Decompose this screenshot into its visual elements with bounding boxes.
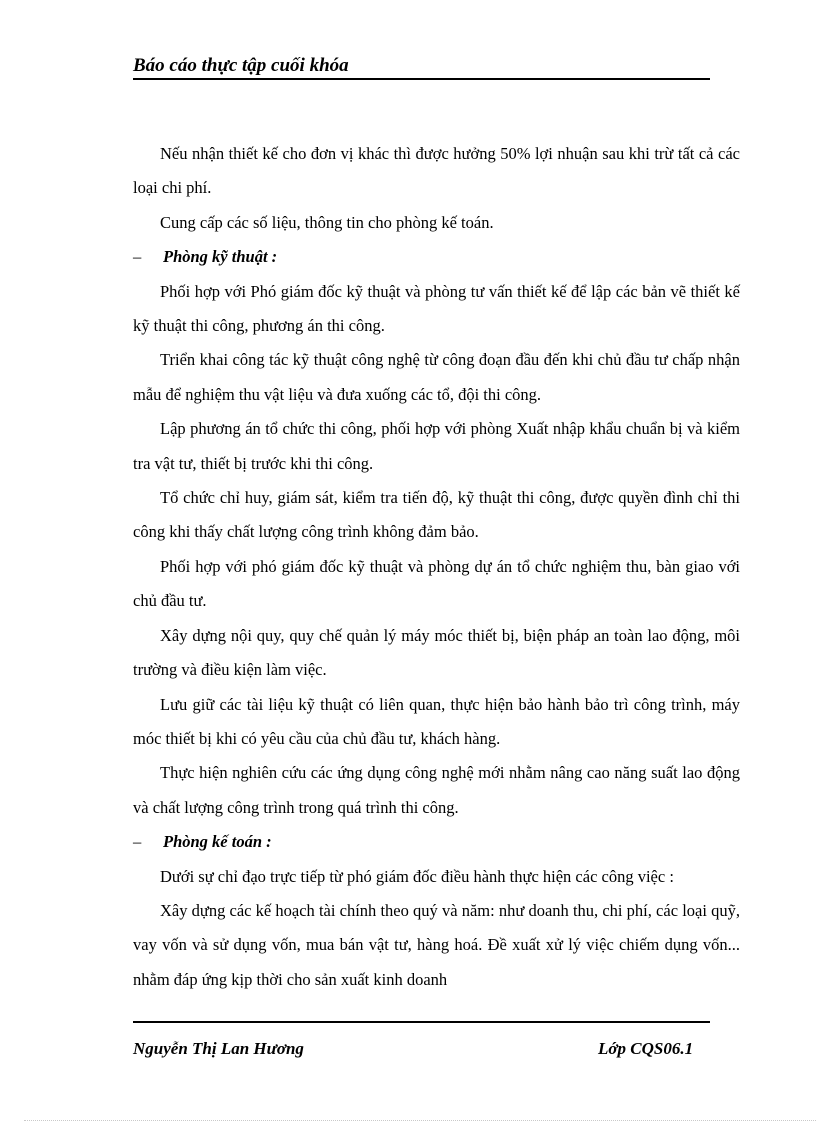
section-heading: Phòng kỹ thuật : <box>163 247 278 267</box>
footer-class: Lớp CQS06.1 <box>598 1039 694 1058</box>
paragraph-regulations: Xây dựng nội quy, quy chế quản lý máy móc thiết bị, biện pháp an toàn lao động, môi trường và điều kiện làm việc. <box>133 625 740 680</box>
paragraph-acceptance: Phối hợp với phó giám đốc kỹ thuật và phòng dự án tổ chức nghiệm thu, bàn giao với chủ đầu tư. <box>133 556 740 611</box>
section-technical-department <box>133 240 740 274</box>
paragraph-provide-data: Cung cấp các số liệu, thông tin cho phòng kế toán. <box>160 212 494 232</box>
page-header <box>133 52 710 80</box>
paragraph-financial-plans: Xây dựng các kế hoạch tài chính theo quý và năm: như doanh thu, chi phí, các loại quỹ, vay vốn và sử dụng vốn, mua bán vật tư, hàng hoá. Đề xuất xử lý việc chiếm dụng vốn... nhằm đáp ứng kịp thời cho sản xuất kinh doanh <box>133 900 740 989</box>
report-title: Báo cáo thực tập cuối khóa <box>133 55 349 76</box>
paragraph-construction-plan: Lập phương án tổ chức thi công, phối hợp với phòng Xuất nhập khẩu chuẩn bị và kiểm tra vật tư, thiết bị trước khi thi công. <box>133 419 740 473</box>
paragraph-design-profit: Nếu nhận thiết kế cho đơn vị khác thì được hưởng 50% lợi nhuận sau khi trừ tất cả các loại chi phí. <box>133 144 740 198</box>
section-accounting-department <box>133 825 740 859</box>
page-bottom-edge <box>24 1120 816 1121</box>
section-dash: – <box>133 832 142 852</box>
paragraph-direction: Dưới sự chỉ đạo trực tiếp từ phó giám đốc điều hành thực hiện các công việc : <box>160 866 674 886</box>
section-heading: Phòng kế toán : <box>163 832 272 852</box>
paragraph-supervision: Tổ chức chỉ huy, giám sát, kiểm tra tiến độ, kỹ thuật thi công, được quyền đình chỉ thi công khi thấy chất lượng công trình không đảm bảo. <box>133 488 740 542</box>
document-body <box>133 137 740 997</box>
section-dash: – <box>133 247 142 267</box>
footer-author: Nguyễn Thị Lan Hương <box>133 1039 304 1058</box>
paragraph-documents: Lưu giữ các tài liệu kỹ thuật có liên quan, thực hiện bảo hành bảo trì công trình, máy móc thiết bị khi có yêu cầu của chủ đầu tư, khách hàng. <box>133 694 740 748</box>
paragraph-coordinate-design: Phối hợp với Phó giám đốc kỹ thuật và phòng tư vấn thiết kế để lập các bản vẽ thiết kế kỹ thuật thi công, phương án thi công. <box>133 281 740 336</box>
paragraph-research: Thực hiện nghiên cứu các ứng dụng công nghệ mới nhằm nâng cao năng suất lao động và chất lượng công trình trong quá trình thi công. <box>133 763 740 817</box>
paragraph-deploy-technology: Triển khai công tác kỹ thuật công nghệ từ công đoạn đầu đến khi chủ đầu tư chấp nhận mẫu để nghiệm thu vật liệu và đưa xuống các tổ, đội thi công. <box>133 350 740 404</box>
footer-divider <box>133 1021 710 1023</box>
